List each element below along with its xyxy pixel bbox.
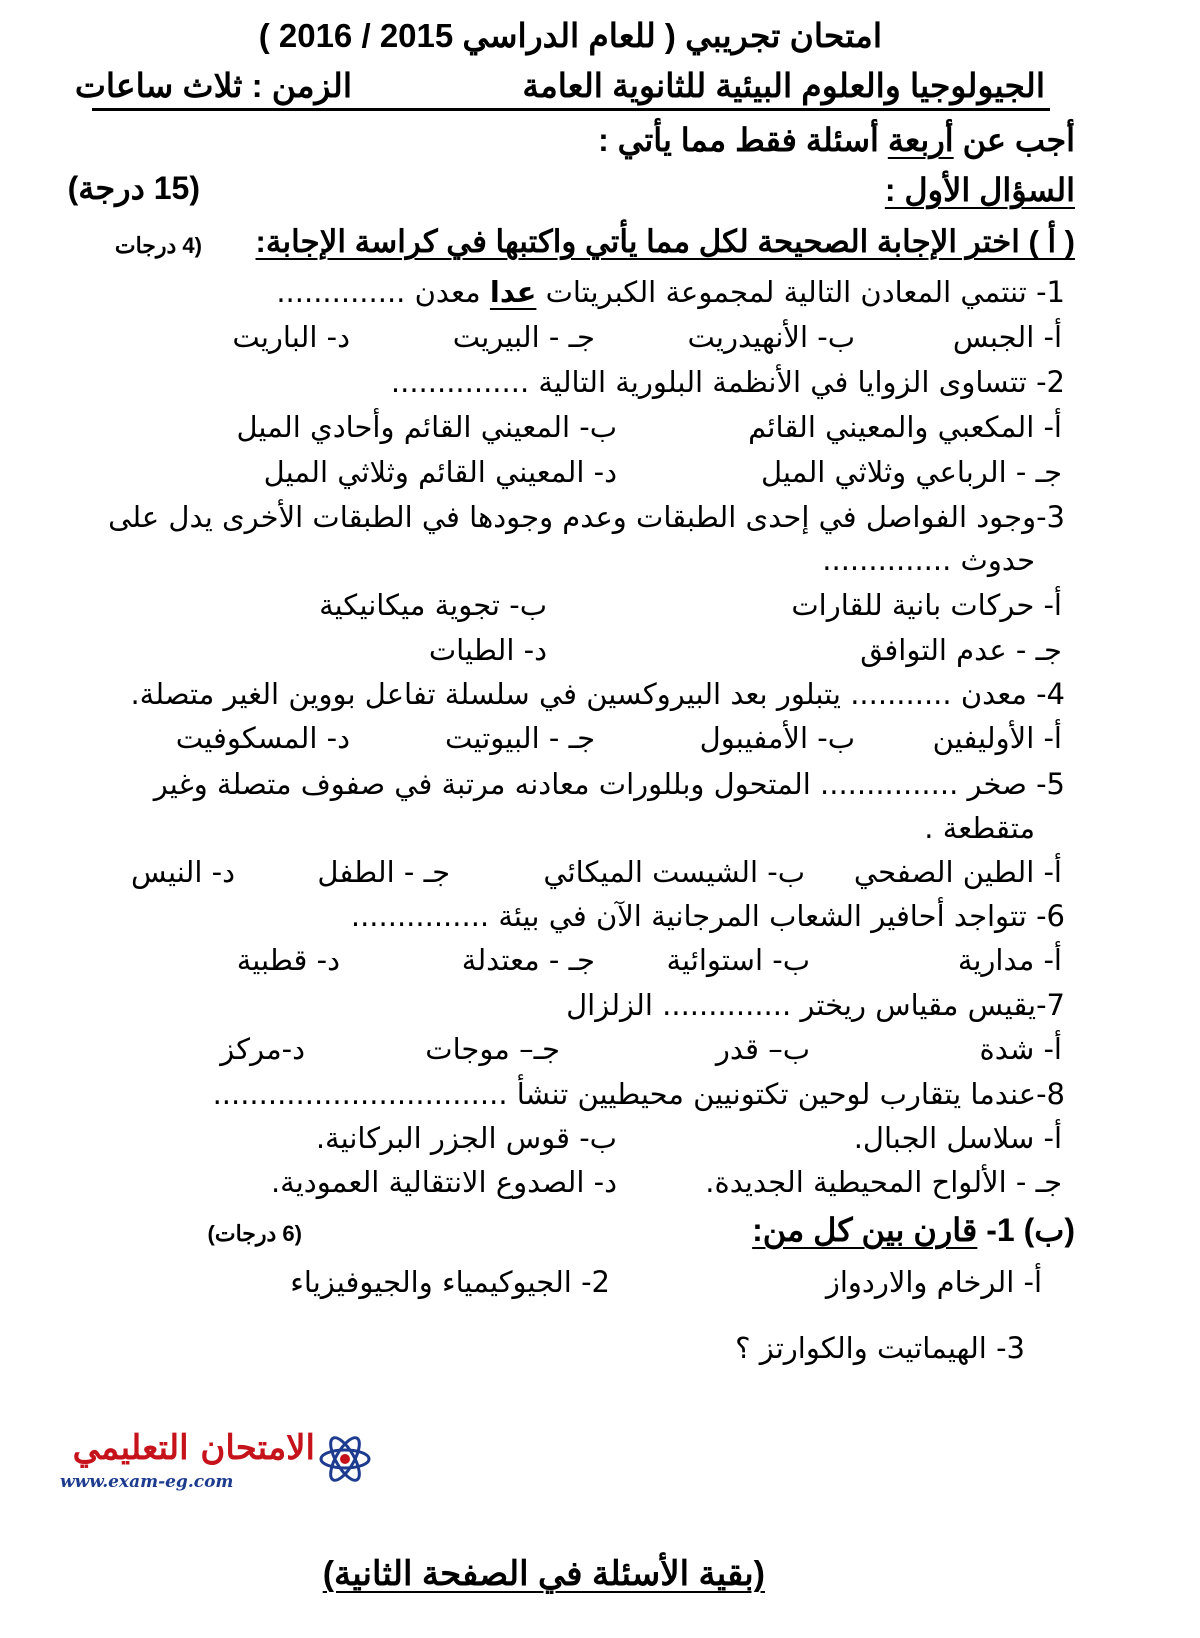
question-item-5: 5- صخر ............... المتحول وبللورات معادنه مرتبة في صفوف متصلة وغير [153, 767, 1065, 801]
question-item-7: 7-يقيس مقياس ريختر .............. الزلزال [566, 988, 1065, 1022]
item-1-stem-end: معدن .............. [276, 275, 490, 309]
item-2-choice-b: ب- المعيني القائم وأحادي الميل [236, 410, 617, 444]
item-6-choice-c: جـ - معتدلة [461, 943, 595, 977]
item-6-choice-b: ب- استوائية [666, 943, 810, 977]
item-8-choice-c: جـ - الألواح المحيطية الجديدة. [705, 1165, 1062, 1199]
part-b-title: قارن بين كل من: [752, 1212, 978, 1248]
item-2-choice-a: أ- المكعبي والمعيني القائم [748, 410, 1062, 444]
exam-title: امتحان تجريبي ( للعام الدراسي 2015 / 2016 ) [258, 17, 882, 54]
question-item-2: 2- تتساوى الزوايا في الأنظمة البلورية التالية ............... [390, 365, 1065, 399]
item-7-choice-d: د-مركز [220, 1032, 305, 1066]
subject-title: الجيولوجيا والعلوم البيئية للثانوية العامة [522, 67, 1045, 104]
instruction-before: أجب عن [953, 122, 1075, 158]
item-2-choice-c: جـ - الرباعي وثلاثي الميل [760, 455, 1062, 489]
item-5-choice-c: جـ - الطفل [317, 855, 450, 889]
header-underline [92, 108, 1050, 111]
atom-icon [317, 1428, 373, 1490]
item-7-choice-b: ب– قدر [715, 1032, 810, 1066]
part-b-label [752, 1210, 1075, 1250]
question-item-1 [276, 272, 1065, 312]
item-8-choice-b: ب- قوس الجزر البركانية. [315, 1121, 617, 1155]
logo-url: www.exam-eg.com [60, 1472, 234, 1492]
part-b-item-2: 2- الجيوكيمياء والجيوفيزياء [290, 1265, 610, 1299]
item-1-choice-c: جـ - البيريت [452, 320, 595, 354]
item-6-choice-a: أ- مدارية [957, 943, 1062, 977]
item-1-choice-b: ب- الأنهيدريت [687, 320, 855, 354]
item-4-choice-a: أ- الأوليفين [932, 721, 1062, 755]
part-a-label: ( أ ) اختر الإجابة الصحيحة لكل مما يأتي واكتبها في كراسة الإجابة: [255, 224, 1075, 259]
part-b-item-3: 3- الهيماتيت والكوارتز ؟ [735, 1331, 1025, 1365]
question-item-8: 8-عندما يتقارب لوحين تكتونيين محيطيين تنشأ ................................ [212, 1077, 1065, 1111]
item-5-choice-b: ب- الشيست الميكائي [543, 855, 805, 889]
item-7-choice-a: أ- شدة [979, 1032, 1062, 1066]
question-item-4: 4- معدن ........... يتبلور بعد البيروكسين في سلسلة تفاعل بووين الغير متصلة. [130, 677, 1065, 711]
item-1-stem-start: 1- تنتمي المعادن التالية لمجموعة الكبريتات [536, 275, 1065, 309]
part-b-item-a: أ- الرخام والاردواز [825, 1265, 1042, 1299]
item-8-choice-a: أ- سلاسل الجبال. [853, 1121, 1062, 1155]
exam-time: الزمن : ثلاث ساعات [74, 67, 352, 104]
item-6-choice-d: د- قطبية [236, 943, 340, 977]
part-b-prefix: (ب) 1- [977, 1212, 1075, 1248]
instruction-after: أسئلة فقط مما يأتي : [598, 122, 888, 158]
question-1-marks: (15 درجة) [67, 170, 200, 206]
continuation-note: (بقية الأسئلة في الصفحة الثانية) [322, 1555, 765, 1593]
item-4-choice-b: ب- الأمفيبول [699, 721, 855, 755]
question-item-6: 6- تتواجد أحافير الشعاب المرجانية الآن في بيئة ............... [350, 899, 1065, 933]
question-item-3: 3-وجود الفواصل في إحدى الطبقات وعدم وجودها في الطبقات الأخرى يدل على [108, 500, 1065, 534]
item-3-stem-cont: حدوث .............. [822, 543, 1035, 577]
item-3-choice-b: ب- تجوية ميكانيكية [319, 588, 547, 622]
item-4-choice-c: جـ - البيوتيت [445, 721, 595, 755]
item-3-choice-a: أ- حركات بانية للقارات [791, 588, 1062, 622]
part-a-marks: (4 درجات [114, 233, 202, 258]
item-1-choice-d: د- الباريت [232, 320, 350, 354]
item-3-choice-d: د- الطيات [428, 633, 547, 667]
item-8-choice-d: د- الصدوع الانتقالية العمودية. [270, 1165, 617, 1199]
item-5-stem-cont: متقطعة . [924, 811, 1035, 845]
item-5-choice-a: أ- الطين الصفحي [853, 855, 1062, 889]
item-7-choice-c: جـ– موجات [425, 1032, 560, 1066]
question-1-title: السؤال الأول : [884, 172, 1075, 208]
item-1-choice-a: أ- الجبس [952, 320, 1062, 354]
exam-eg-logo [55, 1428, 355, 1498]
general-instruction [598, 120, 1075, 160]
logo-text: الامتحان التعليمي [72, 1428, 315, 1468]
item-5-choice-d: د- النيس [131, 855, 235, 889]
part-b-marks: (6 درجات) [207, 1221, 302, 1246]
item-4-choice-d: د- المسكوفيت [175, 721, 350, 755]
item-2-choice-d: د- المعيني القائم وثلاثي الميل [263, 455, 617, 489]
item-1-stem-emphasis: عدا [489, 275, 537, 309]
instruction-emphasis: أربعة [887, 122, 954, 158]
item-3-choice-c: جـ - عدم التوافق [860, 633, 1062, 667]
